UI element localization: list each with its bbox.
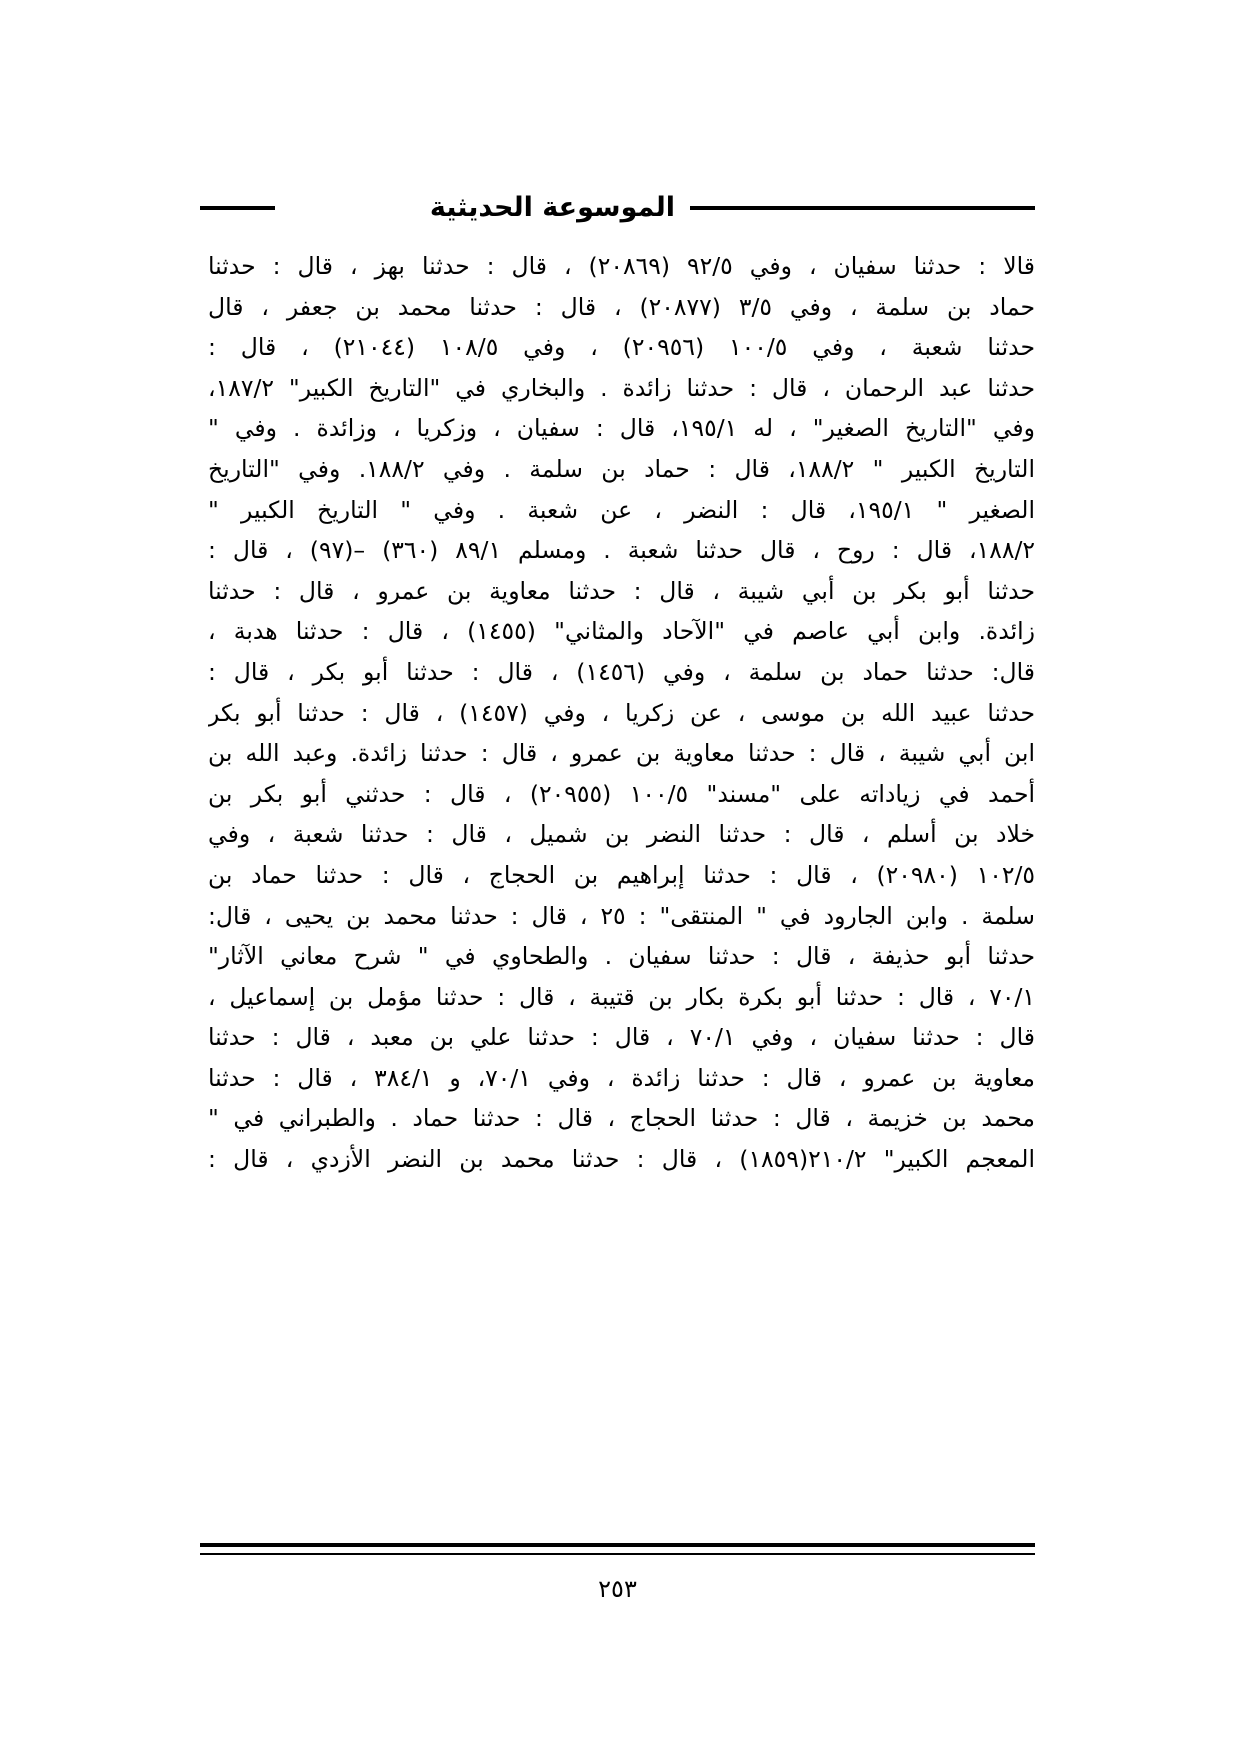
text-line: حدثنا شعبة ، وفي ١٠٠/٥ (٢٠٩٥٦) ، وفي ١٠٨/٥ (٢١٠٤٤) ، قال : <box>208 333 1035 362</box>
text-line: ابن أبي شيبة ، قال : حدثنا معاوية بن عمرو ، قال : حدثنا زائدة. وعبد الله بن <box>208 739 1035 768</box>
text-line: أحمد في زياداته على "مسند" ١٠٠/٥ (٢٠٩٥٥) ، قال : حدثني أبو بكر بن <box>208 779 1035 808</box>
footer-rule-thin <box>200 1553 1035 1555</box>
text-line: حماد بن سلمة ، وفي ٣/٥ (٢٠٨٧٧) ، قال : حدثنا محمد بن جعفر ، قال <box>208 292 1035 321</box>
running-header <box>200 190 1035 230</box>
text-line: ٧٠/١ ، قال : حدثنا أبو بكرة بكار بن قتيبة ، قال : حدثنا مؤمل بن إسماعيل ، <box>208 982 1035 1011</box>
text-line: قال: حدثنا حماد بن سلمة ، وفي (١٤٥٦) ، قال : حدثنا أبو بكر ، قال : <box>208 657 1035 686</box>
text-line: الصغير " ١٩٥/١، قال : النضر ، عن شعبة . وفي " التاريخ الكبير " <box>208 495 1035 524</box>
text-line: حدثنا أبو بكر بن أبي شيبة ، قال : حدثنا معاوية بن عمرو ، قال : حدثنا <box>208 576 1035 605</box>
text-line: حدثنا عبد الرحمان ، قال : حدثنا زائدة . والبخاري في "التاريخ الكبير" ١٨٧/٢، <box>208 373 1035 402</box>
page-number: ٢٥٣ <box>598 1575 637 1603</box>
text-line: ١٠٢/٥ (٢٠٩٨٠) ، قال : حدثنا إبراهيم بن الحجاج ، قال : حدثنا حماد بن <box>208 860 1035 889</box>
text-line: خلاد بن أسلم ، قال : حدثنا النضر بن شميل ، قال : حدثنا شعبة ، وفي <box>208 820 1035 849</box>
header-rule-left <box>200 206 275 210</box>
text-line: معاوية بن عمرو ، قال : حدثنا زائدة ، وفي ٧٠/١، و ٣٨٤/١ ، قال : حدثنا <box>208 1063 1035 1092</box>
text-line: التاريخ الكبير " ١٨٨/٢، قال : حماد بن سلمة . وفي ١٨٨/٢. وفي "التاريخ <box>208 454 1035 483</box>
header-title: الموسوعة الحديثية <box>429 192 675 223</box>
text-line: قال : حدثنا سفيان ، وفي ٧٠/١ ، قال : حدثنا علي بن معبد ، قال : حدثنا <box>208 1023 1035 1052</box>
text-line: ١٨٨/٢، قال : روح ، قال حدثنا شعبة . ومسلم ٨٩/١ (٣٦٠) –(٩٧) ، قال : <box>208 536 1035 565</box>
text-line: سلمة . وابن الجارود في " المنتقى" : ٢٥ ، قال : حدثنا محمد بن يحيى ، قال: <box>208 901 1035 930</box>
text-line: المعجم الكبير" ٢١٠/٢(١٨٥٩) ، قال : حدثنا محمد بن النضر الأزدي ، قال : <box>208 1145 1035 1174</box>
text-line: حدثنا أبو حذيفة ، قال : حدثنا سفيان . والطحاوي في " شرح معاني الآثار" <box>208 942 1035 971</box>
footer-rule-thick <box>200 1543 1035 1547</box>
text-line: حدثنا عبيد الله بن موسى ، عن زكريا ، وفي (١٤٥٧) ، قال : حدثنا أبو بكر <box>208 698 1035 727</box>
text-line: زائدة. وابن أبي عاصم في "الآحاد والمثاني" (١٤٥٥) ، قال : حدثنا هدبة ، <box>208 617 1035 646</box>
body-text <box>208 246 1035 1180</box>
text-line: وفي "التاريخ الصغير" ، له ١٩٥/١، قال : سفيان ، وزكريا ، وزائدة . وفي " <box>208 414 1035 443</box>
header-rule-right <box>690 206 1035 210</box>
text-line: قالا : حدثنا سفيان ، وفي ٩٢/٥ (٢٠٨٦٩) ، قال : حدثنا بهز ، قال : حدثنا <box>208 252 1035 280</box>
text-line: محمد بن خزيمة ، قال : حدثنا الحجاج ، قال : حدثنا حماد . والطبراني في " <box>208 1104 1035 1133</box>
